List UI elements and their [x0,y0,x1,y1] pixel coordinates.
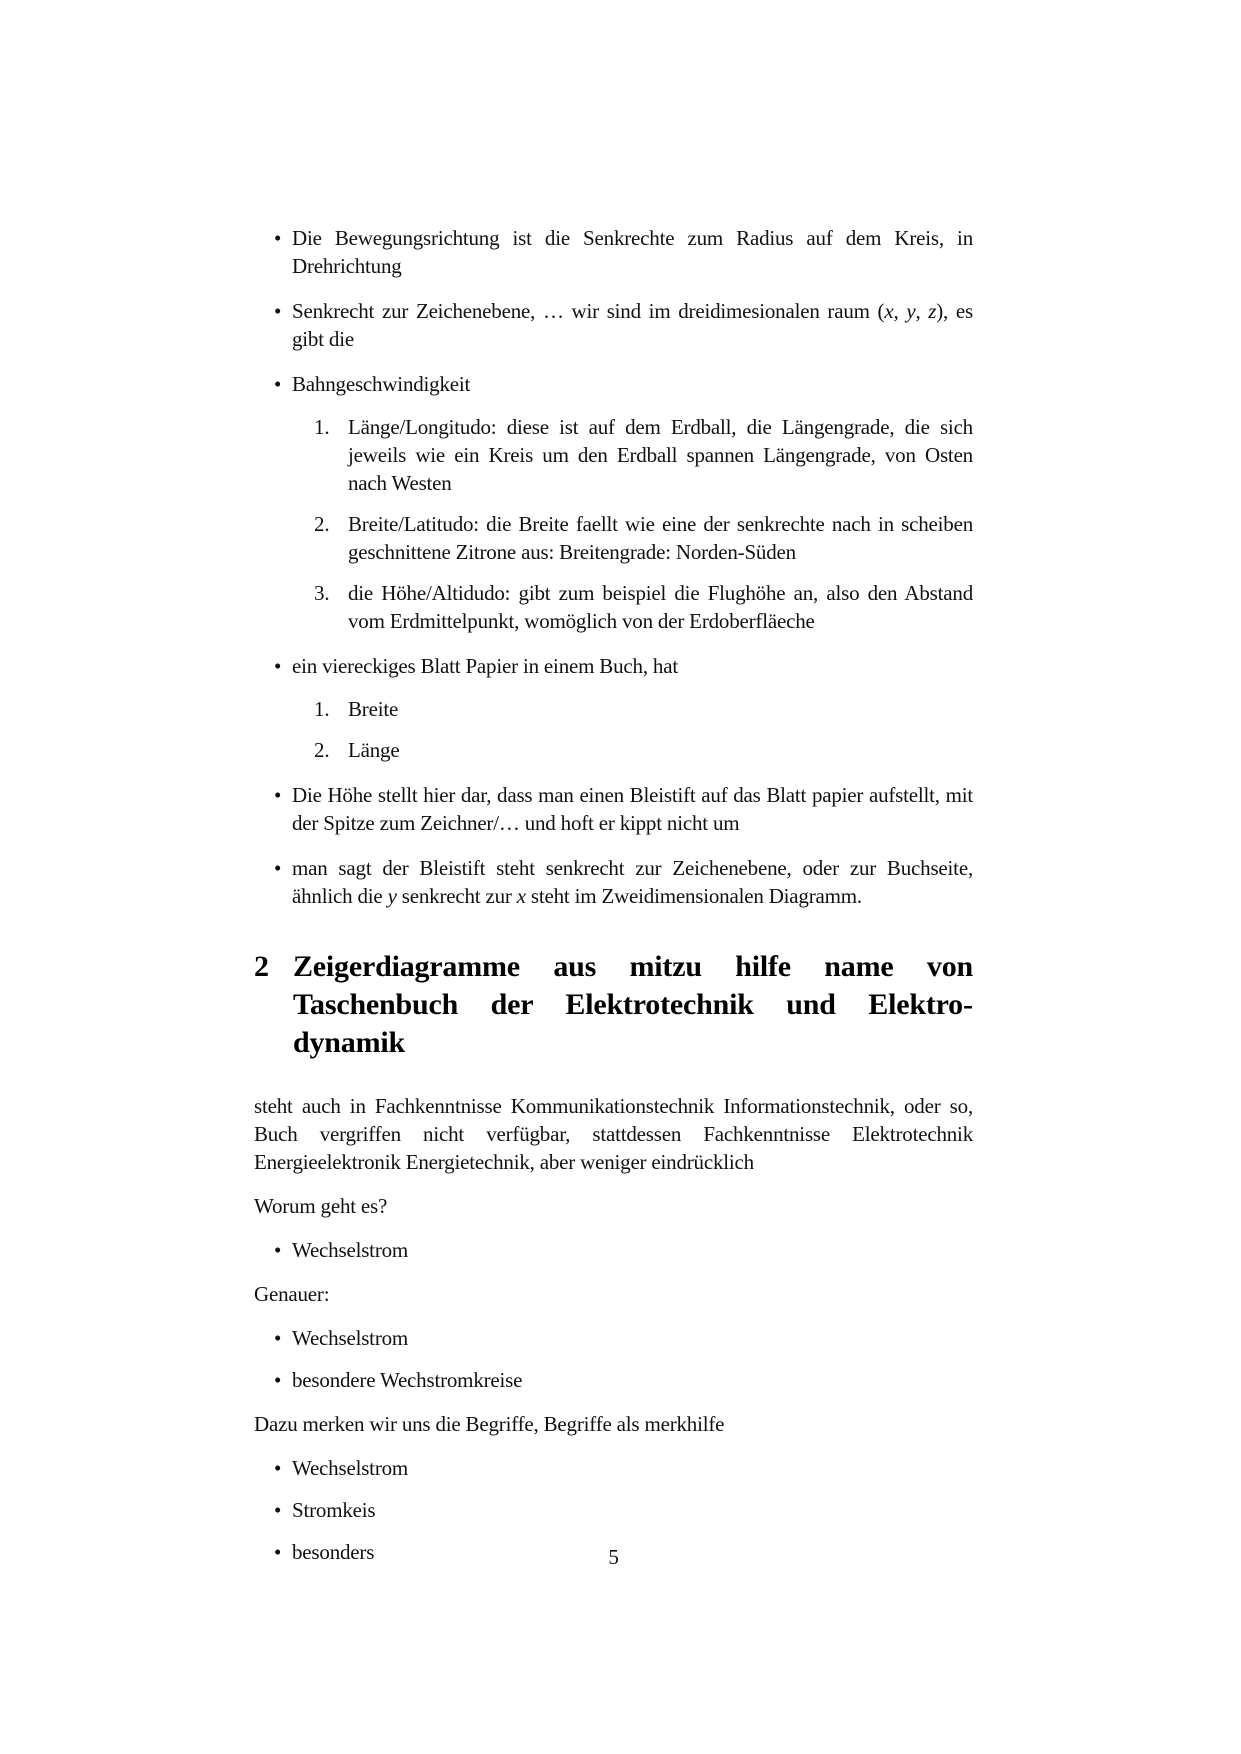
section-title: Zeigerdiagramme aus mitzu hilfe name von Taschenbuch der Elektrotechnik und Elektrodynamik [293,950,973,1059]
list-item: Breite/Latitudo: die Breite faellt wie eine der senkrechte nach in scheiben geschnittene Zitrone aus: Breitengrade: Norden-Süden [348,512,973,564]
paragraph: Genauer: [254,1282,330,1306]
paragraph: Worum geht es? [254,1194,388,1218]
list-item: • Die Höhe stellt hier dar, dass man einen Bleistift auf das Blatt papier aufstellt, mit der Spitze zum Zeichner/… und hoft er kippt nicht um [292,781,973,837]
paragraph: steht auch in Fachkenntnisse Kommunikationstechnik Informationstechnik, oder so, Buch vergriffen nicht verfügbar, stattdessen Fachkenntnisse Elektrotechnik Energieelektronik Energietechnik, aber weniger eindrücklich [254,1094,973,1174]
section-number: 2 [254,950,269,983]
list-item: • man sagt der Bleistift steht senkrecht zur Zeichenebene, oder zur Buchseite, ähnlich die y senkrecht zur x steht im Zweidimensionalen Diagramm. [292,854,973,910]
geo-coordinates-list [292,413,973,635]
list-item: • Wechselstrom [292,1236,973,1264]
list-item: • Die Bewegungsrichtung ist die Senkrechte zum Radius auf dem Kreis, in Drehrichtung [292,224,973,280]
text-block [254,224,973,1582]
list-item: • Wechselstrom [292,1454,973,1482]
list-item: Länge [348,738,400,762]
paper-dimensions-list [292,695,973,764]
list-item: • besondere Wechstromkreise [292,1366,973,1394]
section-heading [254,948,973,1062]
list-item [292,652,973,764]
genauer-list [254,1324,973,1394]
list-item: • besonders [292,1538,973,1566]
list-item-text: ein viereckiges Blatt Papier in einem Buch, hat [292,654,678,678]
page-number: 5 [608,1545,619,1569]
list-item: • Wechselstrom [292,1324,973,1352]
list-item: • Senkrecht zur Zeichenebene, … wir sind im dreidimesionalen raum (x, y, z), es gibt die [292,297,973,353]
list-item: Länge/Longitudo: diese ist auf dem Erdball, die Längengrade, die sich jeweils wie ein Kreis um den Erdball spannen Längengrade, von Osten nach Westen [348,415,973,495]
intro-list [254,224,973,910]
list-item: • Stromkeis [292,1496,973,1524]
list-item: die Höhe/Altidudo: gibt zum beispiel die Flughöhe an, also den Abstand vom Erdmittelpunkt, womöglich von der Erdoberfläeche [348,581,973,633]
worum-list [254,1236,973,1264]
list-item: Breite [348,697,399,721]
list-item-text: Bahngeschwindigkeit [292,372,471,396]
list-item [292,370,973,635]
paragraph: Dazu merken wir uns die Begriffe, Begriffe als merkhilfe [254,1412,725,1436]
